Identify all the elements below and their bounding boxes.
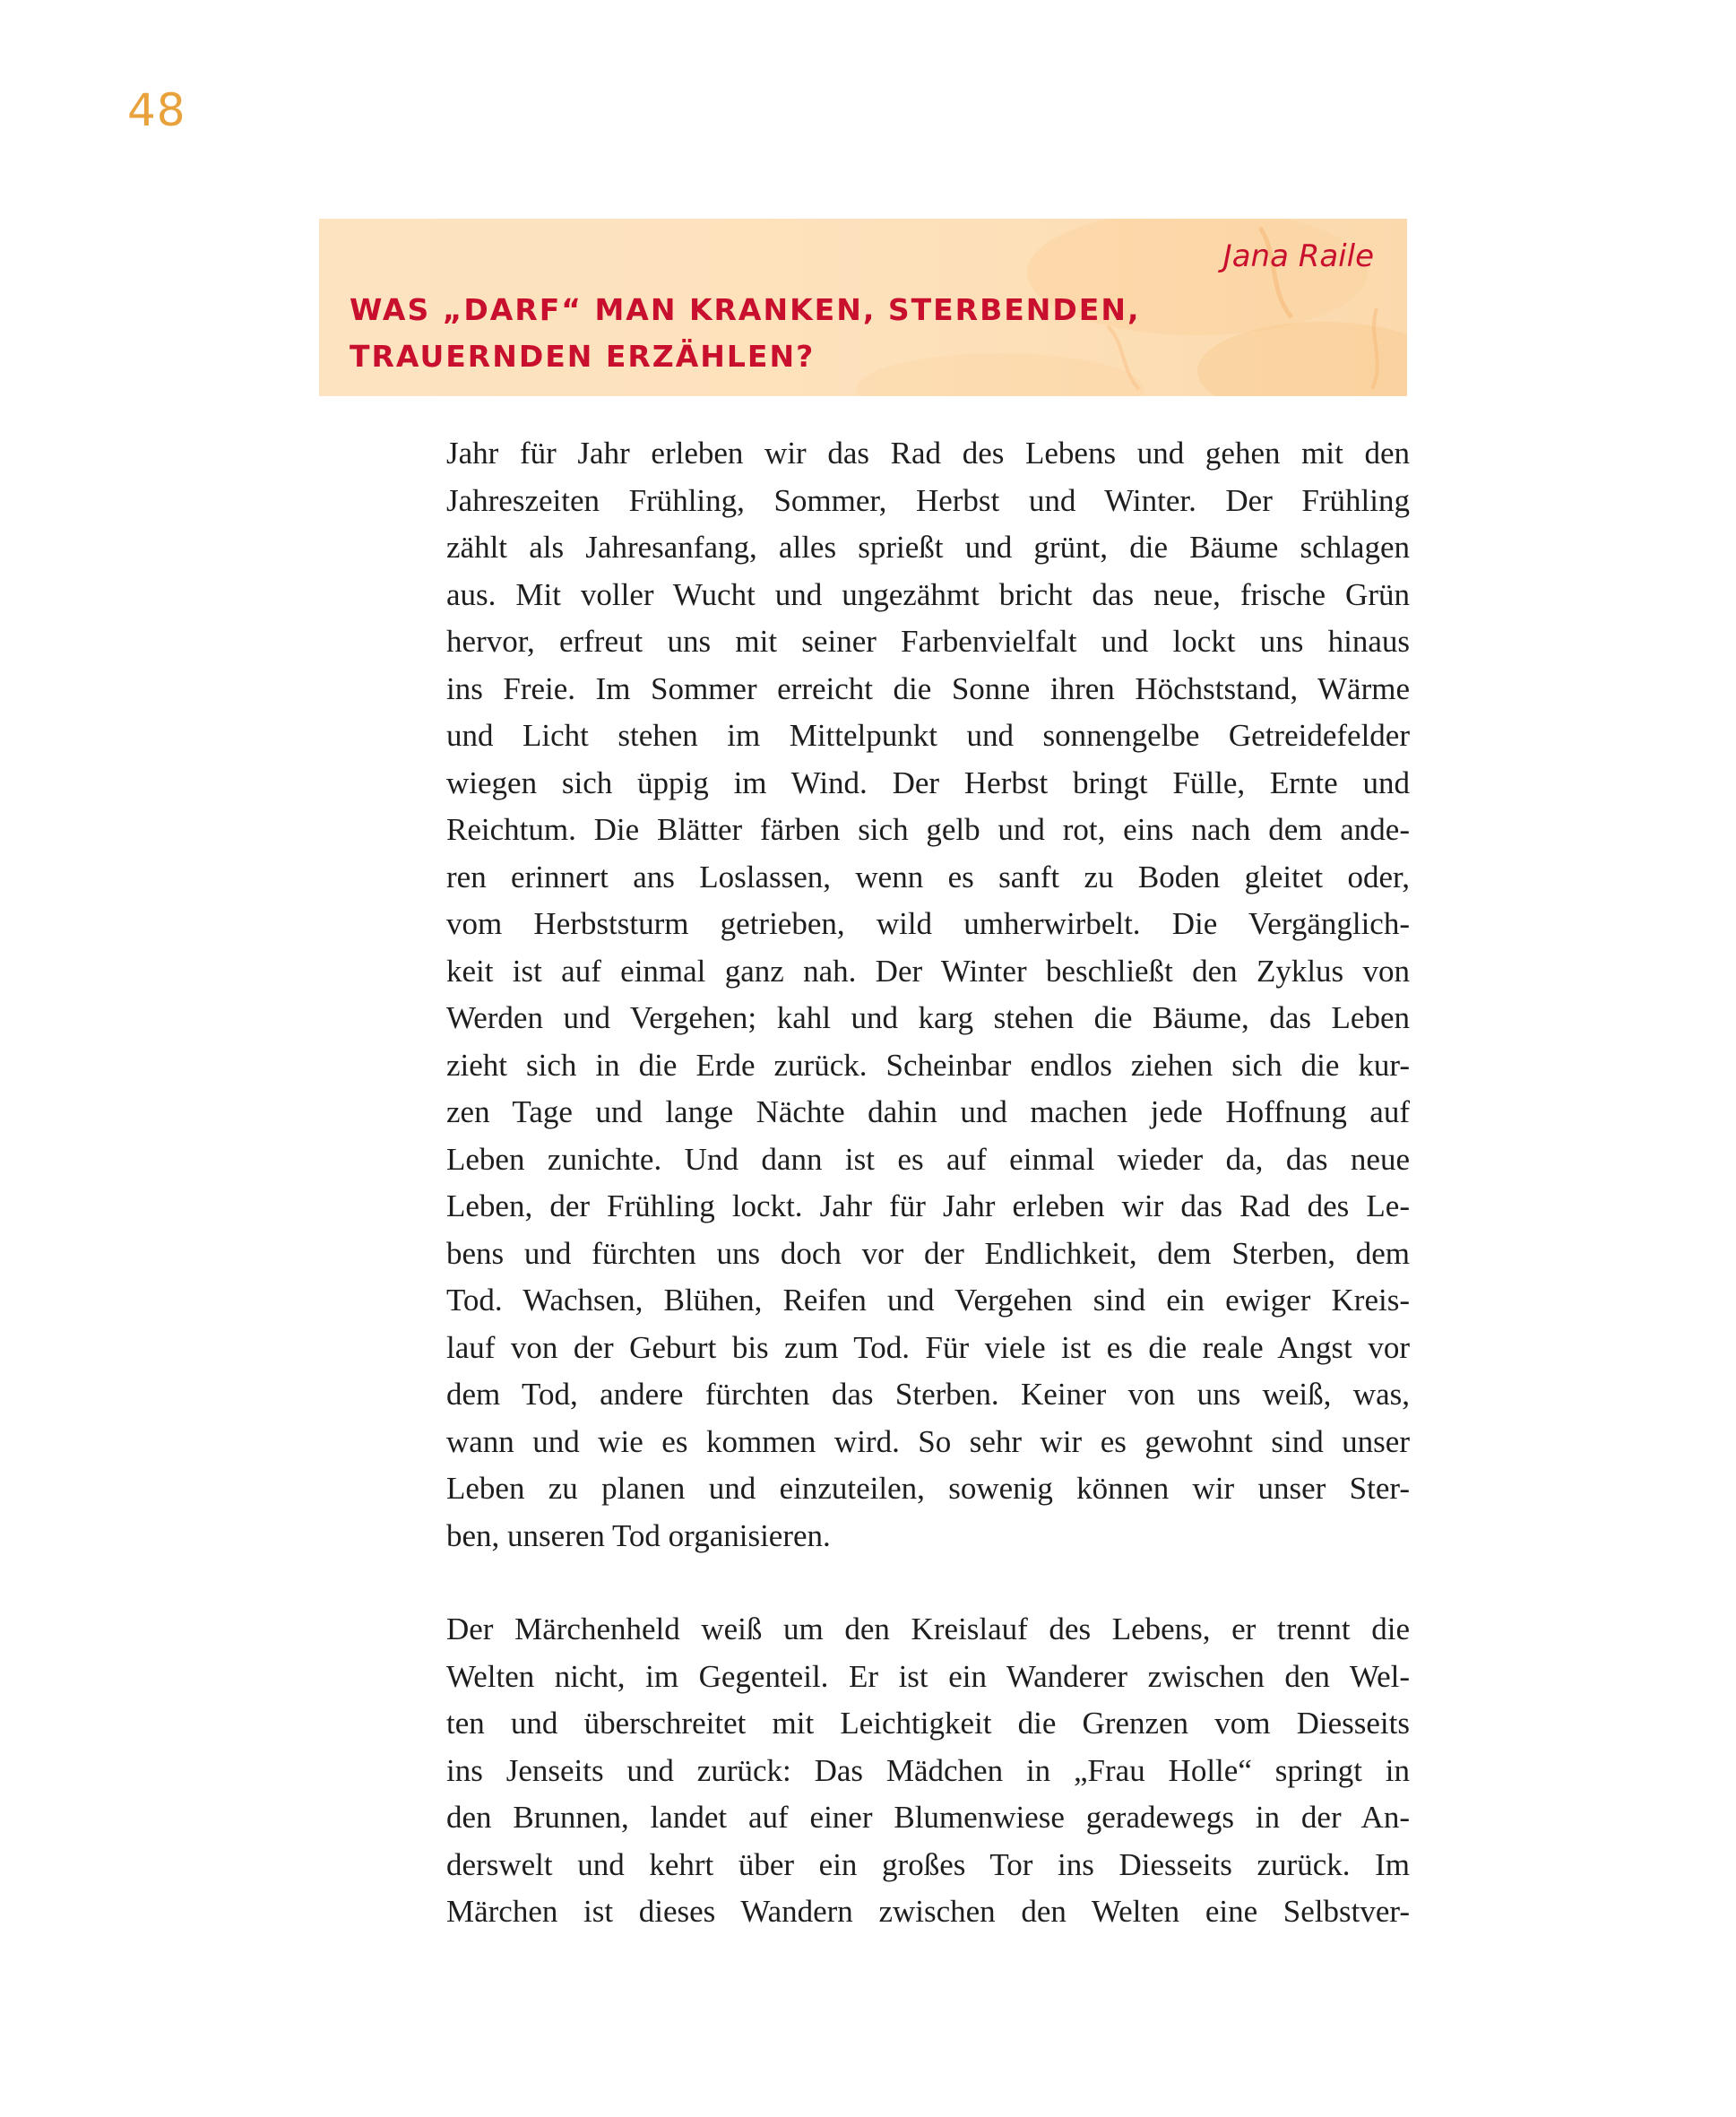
text-line: bens und fürchten uns doch vor der Endlichkeit, dem Sterben, dem — [446, 1235, 1410, 1271]
text-line: Der Märchenheld weiß um den Kreislauf des Lebens, er trennt die — [446, 1612, 1410, 1646]
text-line: aus. Mit voller Wucht und ungezähmt bricht das neue, frische Grün — [446, 576, 1410, 612]
text-line: Leben zu planen und einzuteilen, sowenig können wir unser Ster- — [446, 1471, 1410, 1506]
text-line: ins Jenseits und zurück: Das Mädchen in „Frau Holle“ springt in — [446, 1752, 1410, 1788]
text-line: Jahr für Jahr erleben wir das Rad des Lebens und gehen mit den — [446, 436, 1410, 471]
body-text — [446, 430, 1410, 1936]
text-line: zen Tage und lange Nächte dahin und machen jede Hoffnung auf — [446, 1094, 1410, 1129]
author-name: Jana Raile — [1222, 238, 1374, 274]
text-line: Reichtum. Die Blätter färben sich gelb und rot, eins nach dem ande- — [446, 812, 1410, 847]
text-line: Werden und Vergehen; kahl und karg stehen die Bäume, das Leben — [446, 1000, 1410, 1035]
paragraph — [446, 1606, 1410, 1936]
paragraph — [446, 430, 1410, 1560]
text-line: Tod. Wachsen, Blühen, Reifen und Vergehen sind ein ewiger Kreis- — [446, 1283, 1410, 1318]
text-line: dem Tod, andere fürchten das Sterben. Keiner von uns weiß, was, — [446, 1377, 1410, 1412]
text-line: zählt als Jahresanfang, alles sprießt und grünt, die Bäume schlagen — [446, 530, 1410, 565]
article-title-line: WAS „DARF“ MAN KRANKEN, STERBENDEN, — [350, 292, 1141, 327]
text-line: lauf von der Geburt bis zum Tod. Für viele ist es die reale Angst vor — [446, 1329, 1410, 1365]
text-line: derswelt und kehrt über ein großes Tor ins Diesseits zurück. Im — [446, 1846, 1410, 1882]
text-line: den Brunnen, landet auf einer Blumenwiese geradewegs in der An- — [446, 1800, 1410, 1835]
text-line: wiegen sich üppig im Wind. Der Herbst bringt Fülle, Ernte und — [446, 765, 1410, 800]
page-number: 48 — [127, 84, 186, 136]
text-line: Märchen ist dieses Wandern zwischen den Welten eine Selbstver- — [446, 1894, 1410, 1929]
text-line: Welten nicht, im Gegenteil. Er ist ein Wanderer zwischen den Wel- — [446, 1658, 1410, 1694]
text-line: vom Herbststurm getrieben, wild umherwirbelt. Die Vergänglich- — [446, 906, 1410, 941]
text-line: ben, unseren Tod organisieren. — [446, 1517, 831, 1553]
text-line: und Licht stehen im Mittelpunkt und sonnengelbe Getreidefelder — [446, 718, 1410, 753]
text-line: ten und überschreitet mit Leichtigkeit die Grenzen vom Diesseits — [446, 1706, 1410, 1741]
text-line: Jahreszeiten Frühling, Sommer, Herbst und Winter. Der Frühling — [446, 482, 1410, 518]
text-line: hervor, erfreut uns mit seiner Farbenvielfalt und lockt uns hinaus — [446, 624, 1410, 659]
paragraph-spacer — [446, 1560, 1410, 1606]
text-line: ins Freie. Im Sommer erreicht die Sonne ihren Höchststand, Wärme — [446, 670, 1410, 706]
text-line: zieht sich in die Erde zurück. Scheinbar endlos ziehen sich die kur- — [446, 1047, 1410, 1083]
article-title — [350, 287, 1140, 380]
text-line: Leben, der Frühling lockt. Jahr für Jahr erleben wir das Rad des Le- — [446, 1188, 1410, 1223]
article-title-line: TRAUERNDEN ERZÄHLEN? — [350, 339, 816, 374]
text-line: Leben zunichte. Und dann ist es auf einmal wieder da, das neue — [446, 1141, 1410, 1177]
text-line: wann und wie es kommen wird. So sehr wir es gewohnt sind unser — [446, 1423, 1410, 1459]
text-line: ren erinnert ans Loslassen, wenn es sanft zu Boden gleitet oder, — [446, 859, 1410, 894]
chapter-header-band — [319, 219, 1407, 396]
text-line: keit ist auf einmal ganz nah. Der Winter beschließt den Zyklus von — [446, 953, 1410, 989]
